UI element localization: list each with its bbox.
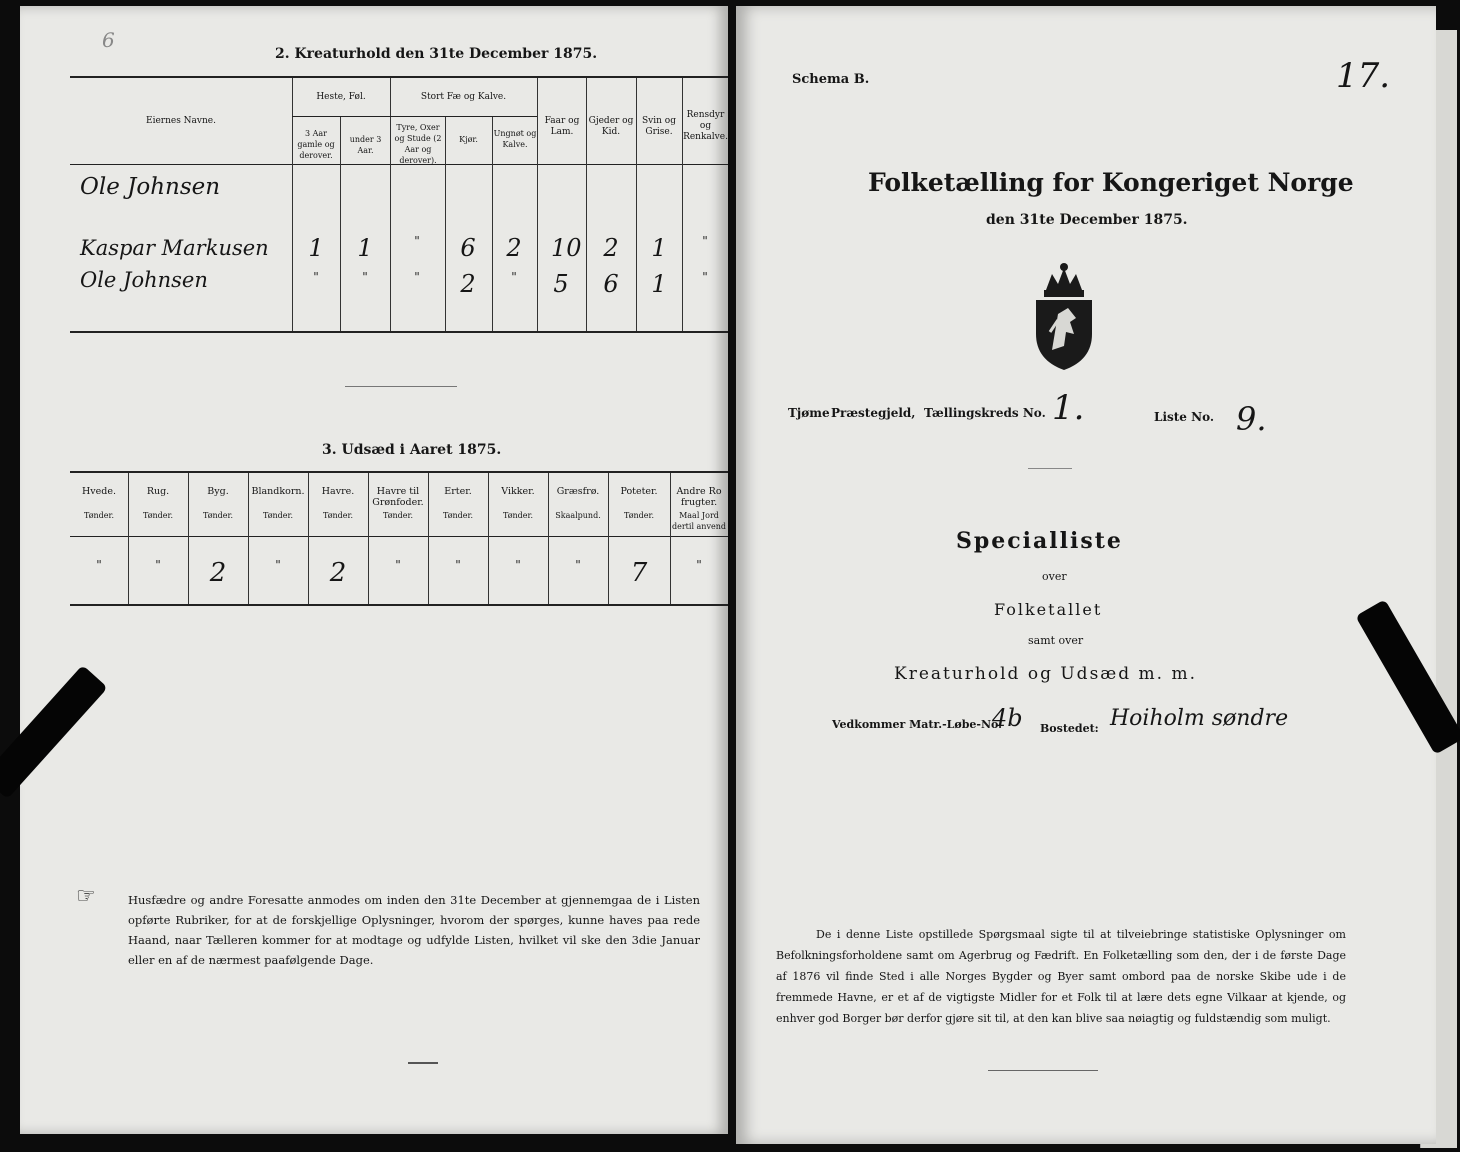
owner-row-3: Ole Johnsen	[80, 268, 208, 292]
table-cell: "	[313, 270, 319, 284]
page-mark: 6	[102, 28, 115, 52]
column-divider	[428, 473, 429, 604]
table-cell: 7	[630, 558, 648, 588]
col-cattle-header: Stort Fæ og Kalve.	[420, 92, 507, 102]
col-pigs: Svin og Grise.	[642, 116, 676, 137]
column-header: Græsfrø.	[556, 486, 600, 497]
table-cell: "	[395, 558, 401, 572]
right-page	[736, 6, 1436, 1144]
column-divider	[488, 473, 489, 604]
column-divider	[128, 473, 129, 604]
table-cell: "	[362, 270, 368, 284]
table-cell: "	[511, 270, 517, 284]
col-horses-header: Heste, Føl.	[316, 92, 366, 102]
col-goats: Gjeder og Kid.	[588, 116, 634, 137]
table-cell: "	[455, 558, 461, 572]
column-unit: Tønder.	[142, 511, 174, 520]
table-cell: 6	[460, 234, 476, 262]
bosted-label: Bostedet:	[1040, 722, 1099, 735]
table-cell: 2	[329, 558, 347, 588]
table-cell: 1	[357, 234, 373, 262]
table-cell: 2	[209, 558, 227, 588]
table-cell: 1	[651, 234, 667, 262]
page-title: Folketælling for Kongeriget Norge	[868, 168, 1354, 197]
table-cell: "	[96, 558, 102, 572]
col-horses-old: 3 Aar gamle og derover.	[297, 129, 335, 160]
table-cell: 5	[553, 270, 569, 298]
column-header: Erter.	[444, 486, 472, 497]
table-cell: "	[155, 558, 161, 572]
section3-title: 3. Udsæd i Aaret 1875.	[322, 442, 502, 458]
column-divider	[308, 473, 309, 604]
col-horses-young: under 3 Aar.	[349, 135, 382, 155]
parish-value: Tjøme	[788, 406, 830, 420]
column-header: Blandkorn.	[251, 486, 305, 497]
column-divider	[608, 473, 609, 604]
heading-specialliste: Specialliste	[956, 528, 1123, 554]
pointing-hand-icon: ☞	[76, 884, 96, 909]
table-cell: 2	[460, 270, 476, 298]
column-header: Byg.	[207, 486, 229, 497]
column-divider	[248, 473, 249, 604]
table-cell: "	[575, 558, 581, 572]
table-row	[20, 234, 728, 264]
column-unit: Tønder.	[382, 511, 414, 520]
column-header: Rug.	[146, 486, 170, 497]
col-reindeer: Rensdyr og Renkalve.	[683, 110, 728, 142]
column-divider	[670, 473, 671, 604]
parish-label: Præstegjeld,	[831, 406, 916, 420]
table-cell: 1	[651, 270, 667, 298]
column-divider	[368, 473, 369, 604]
col-young-cattle: Ungnøt og Kalve.	[493, 129, 537, 149]
column-header: Havre til Grønfoder.	[372, 486, 424, 508]
column-unit: Tønder.	[442, 511, 474, 520]
column-unit: Tønder.	[83, 511, 115, 520]
column-unit: Tønder.	[502, 511, 534, 520]
column-unit: Tønder.	[202, 511, 234, 520]
table-cell: 2	[603, 234, 619, 262]
matr-label: Vedkommer Matr.-Løbe-No.	[832, 718, 1002, 731]
owner-row-2: Kaspar Markusen	[80, 236, 269, 260]
page-number: 17.	[1336, 56, 1391, 96]
column-unit: Maal Jord dertil anvend	[671, 511, 726, 531]
table-cell: "	[275, 558, 281, 572]
column-header: Poteter.	[620, 486, 658, 497]
column-unit: Tønder.	[262, 511, 294, 520]
coat-of-arms-icon	[1028, 262, 1100, 378]
column-header: Andre Ro frugter.	[676, 486, 722, 508]
text-kreaturhold: Kreaturhold og Udsæd m. m.	[894, 664, 1198, 684]
col-sheep: Faar og Lam.	[544, 116, 580, 137]
owner-row-1: Ole Johnsen	[80, 174, 221, 200]
column-unit: Skaalpund.	[555, 511, 601, 520]
schema-label: Schema B.	[792, 72, 870, 87]
col-owner-header: Eiernes Navne.	[146, 116, 216, 126]
column-unit: Tønder.	[623, 511, 655, 520]
table-row	[20, 270, 728, 300]
matr-value: 4b	[992, 704, 1023, 732]
notice-text: Husfædre og andre Foresatte anmodes om inden den 31te December at gjennemgaa de i Listen opførte Rubriker, for at de forskjellige Oplysninger, hvorom der spørges, kunne haves paa rede Haand, naar Tælleren kommer for at modtage og udfylde Listen, hvilket vil ske den 3die Januar eller en af de nærmest paafølgende Dage.	[128, 893, 700, 967]
table-cell: "	[414, 270, 420, 284]
table-cell: "	[414, 234, 420, 248]
col-cows: Kjør.	[459, 135, 478, 144]
column-unit: Tønder.	[322, 511, 354, 520]
text-folketallet: Folketallet	[994, 600, 1103, 619]
list-label: Liste No.	[1154, 410, 1215, 424]
table-cell: 10	[551, 234, 582, 262]
col-bulls: Tyre, Oxer og Stude (2 Aar og derover).	[394, 123, 442, 165]
left-page	[20, 6, 728, 1134]
section2-title: 2. Kreaturhold den 31te December 1875.	[275, 46, 598, 62]
section3-header-row	[20, 486, 728, 534]
column-divider	[188, 473, 189, 604]
column-divider	[548, 473, 549, 604]
list-value: 9.	[1236, 400, 1267, 438]
table-cell: "	[702, 270, 708, 284]
district-value: 1.	[1052, 388, 1085, 428]
district-label: Tællingskreds No.	[924, 406, 1046, 420]
footer-text: De i denne Liste opstillede Spørgsmaal sigte til at tilveiebringe statistiske Oplysninger om Befolkningsforholdene samt om Agerbrug og Fædrift. En Folketælling som den, der i de første Dage af 1876 vil finde Sted i alle Norges Bygder og Byer samt ombord paa de norske Skibe ude i de fremmede Havne, er et af de vigtigste Midler for et Folk til at lære dets egne Vilkaar at kjende, og enhver god Borger bør derfor gjøre sit til, at den kan blive saa nøiagtig og fuldstændig som muligt.	[776, 928, 1346, 1025]
table-cell: "	[515, 558, 521, 572]
table-cell: "	[702, 234, 708, 248]
table-cell: 1	[308, 234, 324, 262]
column-header: Havre.	[321, 486, 355, 497]
text-samt-over: samt over	[1028, 634, 1084, 647]
table-cell: 2	[506, 234, 522, 262]
bosted-value: Hoiholm søndre	[1110, 706, 1289, 731]
text-over: over	[1042, 570, 1067, 583]
column-header: Hvede.	[82, 486, 116, 497]
column-header: Vikker.	[501, 486, 535, 497]
census-date: den 31te December 1875.	[986, 212, 1188, 228]
table-cell: "	[696, 558, 702, 572]
section3-values-row	[20, 558, 728, 598]
table-cell: 6	[603, 270, 619, 298]
